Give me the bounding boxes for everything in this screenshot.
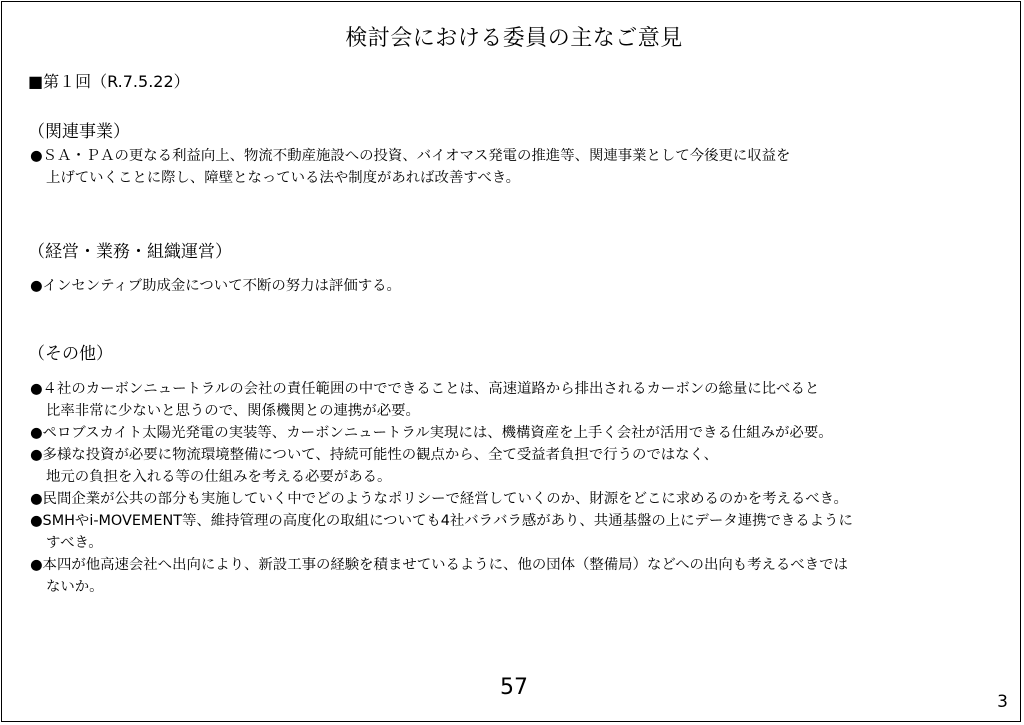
- opinion-line: 比率非常に少ないと思うので、関係機関との連携が必要。: [46, 403, 420, 419]
- opinion-line: すべき。: [46, 535, 103, 551]
- slide-frame: [1, 1, 1021, 722]
- opinion-item: [30, 510, 1020, 554]
- section-management: [30, 275, 1020, 297]
- opinion-line: 上げていくことに際し、障壁となっている法や制度があれば改善すべき。: [46, 170, 521, 186]
- opinion-line: 地元の負担を入れる等の仕組みを考える必要がある。: [46, 469, 392, 485]
- opinion-item: [30, 444, 1020, 488]
- section-related-business: [30, 145, 1020, 189]
- opinion-item: [30, 145, 1020, 189]
- opinion-line: ●インセンティブ助成金について不断の努力は評価する。: [30, 278, 401, 294]
- opinion-line: ●多様な投資が必要に物流環境整備について、持続可能性の観点から、全て受益者負担で行うのではなく、: [30, 447, 719, 463]
- section-heading-other: （その他）: [28, 344, 113, 364]
- opinion-item: [30, 378, 1020, 422]
- slide-number: 3: [997, 692, 1008, 712]
- opinion-line: ●民間企業が公共の部分も実施していく中でどのようなポリシーで経営していくのか、財源をどこに求めるのかを考えるべき。: [30, 491, 848, 507]
- opinion-line: ●４社のカーボンニュートラルの会社の責任範囲の中でできることは、高速道路から排出されるカーボンの総量に比べると: [30, 381, 820, 397]
- opinion-item: [30, 488, 1020, 510]
- opinion-line: ないか。: [46, 579, 104, 595]
- meeting-label: ■第１回（R.7.5.22）: [28, 72, 190, 91]
- opinion-item: [30, 554, 1020, 598]
- opinion-line: ●ＳＡ・ＰＡの更なる利益向上、物流不動産施設への投資、バイオマス発電の推進等、関連事業として今後更に収益を: [30, 148, 791, 164]
- opinion-line: ●SMHやi-MOVEMENT等、維持管理の高度化の取組についても4社バラバラ感があり、共通基盤の上にデータ連携できるように: [30, 513, 853, 529]
- page-title: 検討会における委員の主なご意見: [345, 26, 683, 51]
- page-number: 57: [500, 675, 528, 700]
- opinion-item: [30, 275, 1020, 297]
- opinion-line: ●本四が他高速会社へ出向により、新設工事の経験を積ませているように、他の団体（整備局）などへの出向も考えるべきでは: [30, 557, 848, 573]
- opinion-line: ●ペロブスカイト太陽光発電の実装等、カーボンニュートラル実現には、機構資産を上手く会社が活用できる仕組みが必要。: [30, 425, 833, 441]
- opinion-item: [30, 422, 1020, 444]
- section-heading-management: （経営・業務・組織運営）: [28, 242, 232, 262]
- section-heading-related-business: （関連事業）: [28, 122, 130, 142]
- section-other: [30, 378, 1020, 598]
